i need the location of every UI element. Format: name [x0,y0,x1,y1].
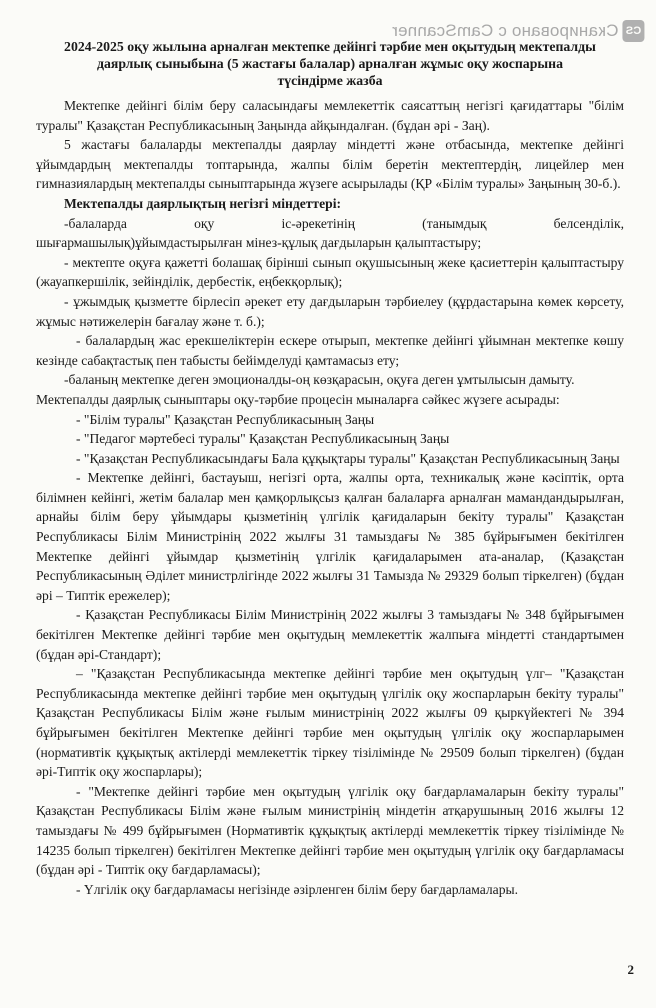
page-number: 2 [627,962,634,977]
task-item-2: - мектепте оқуға қажетті болашақ бірінші сынып оқушысының жеке қасиеттерін қалыптастыру (жауапкершілік, зейінділік, дербестік, еңбекқорлық); [36,254,624,290]
task-item-4: - балалардың жас ерекшеліктерін ескере отырып, мектепке дейінгі ұйымнан мектепке көшу кезінде сабақтастық пен табысты бейімделуді қамтамасыз ету; [36,333,624,368]
basis-intro: Мектепалды даярлық сыныптары оқу-тәрбие процесін мыналарға сәйкес жүзеге асырады: [36,391,560,407]
paragraph-policy: Мектепке дейінгі білім беру саласындағы мемлекеттік саясаттың негізгі қағидаттары "білім туралы" Қазақстан Республикасының Заңында айқындалған. (бұдан әрі - Заң). [36,98,624,133]
tasks-heading: Мектепалды даярлықтың негізгі міндеттері: [64,195,341,211]
task-item-1-line-2: шығармашылық)ұйымдастырылған мінез-құлық дағдыларын қалыптастыру; [36,235,482,251]
watermark-text: Сканировано с CamScanner [391,21,618,40]
basis-item-3: - "Қазақстан Республикасындағы Бала құқықтары туралы" Қазақстан Республикасының Заңы [76,450,620,466]
title-line-2: даярлық сыныбына (5 жастағы балалар) арналған жұмыс оқу жоспарына [96,56,563,71]
title-line-3: түсіндірме жазба [277,73,383,88]
basis-item-5: - Қазақстан Республикасы Білім Министрінің 2022 жылғы 3 тамыздағы № 348 бұйрығымен бекітілген Мектепке дейінгі тәрбие мен оқытудың мемлекеттік жалпыға міндетті стандартымен (бұдан әрі-Стандарт); [36,607,624,662]
basis-item-6: – "Қазақстан Республикасында мектепке дейінгі тәрбие мен оқытудың үлг– "Қазақстан Республикасында мектепке дейінгі тәрбие мен оқытудың үлгілік оқу жоспарларын бекіту туралы" Қазақстан Республикасы Білім және ғылым министрінің 2022 жылғы 09 қыркүйектегі № 394 бұйрығымен бекітілген Мектепке дейінгі тәрбие мен оқытудың үлгілік оқу жоспарларымен (нормативтік құқықтық актілерді мемлекеттік тіркеу тізілімінде № 29509 болып тіркелген) (бұдан әрі-Типтік оқу жоспарлары); [36,666,624,780]
task-item-3: - ұжымдық қызметте бірлесіп әрекет ету дағдыларын тәрбиелеу (құрдастарына көмек көрсету, жұмыс нәтижелерін бағалау және т. б.); [36,293,624,329]
basis-item-7: - "Мектепке дейінгі тәрбие мен оқытудың үлгілік оқу бағдарламаларын бекіту туралы" Қазақстан Республикасы Білім және ғылым министрінің міндетін атқарушының 2016 жылғы 12 тамыздағы № 499 бұйрығымен (Нормативтік құқықтық актілерді мемлекеттік тіркеу тізілімінде № 14235 болып тіркелген) бекітілген Мектепке дейінгі тәрбие мен оқытудың үлгілік оқу бағдарламасы (бұдан әрі - Типтік оқу бағдарламасы); [36,783,624,878]
title-line-1: 2024-2025 оқу жылына арналған мектепке дейінгі тәрбие мен оқытудың мектепалды [64,39,596,54]
basis-item-2: - "Педагог мәртебесі туралы" Қазақстан Республикасының Заңы [76,431,450,447]
document-title [36,38,624,89]
paragraph-preschool-prep: 5 жастағы балаларды мектепалды даярлау міндетті және отбасында, мектепке дейінгі ұйымдардың мектепалды топтарында, жалпы білім беретін мектептердің, лицейлер мен гимназиялардың мектепалды сыныптарында жүзеге асырылады (ҚР «Білім туралы» Заңының 30-б.). [36,137,624,192]
task-item-1-line-1: -балаларда оқу іс-әрекетінің (танымдық белсенділік, [64,215,624,231]
task-item-5: -баланың мектепке деген эмоционалды-оң көзқарасын, оқуға деген ұмтылысын дамыту. [64,372,575,388]
basis-item-4: - Мектепке дейінгі, бастауыш, негізгі орта, жалпы орта, техникалық және кәсіптік, орта білімнен кейінгі, жетім балалар мен қамқорлықсыз қалған балаларға арналған мамандандырылған, арнайы білім беру ұйымдары қызметінің үлгілік қағидаларын бекіту туралы" Қазақстан Республикасы Білім Министрінің 2022 жылғы 31 тамыздағы № 385 бұйрығымен бекітілген Мектепке дейінгі ұйымдар қызметінің үлгілік қағидаларымен ата-аналар, (Қазақстан Республикасының Әділет министрлігінде 2022 жылғы 31 Тамызда № 29329 болып тіркелген) (бұдан әрі – Типтік ережелер); [36,470,624,603]
basis-item-1: - "Білім туралы" Қазақстан Республикасының Заңы [76,411,375,427]
camscanner-logo-icon: CS [622,20,644,42]
basis-item-8: - Үлгілік оқу бағдарламасы негізінде әзірленген білім беру бағдарламалары. [76,881,519,897]
document-page [36,38,624,899]
